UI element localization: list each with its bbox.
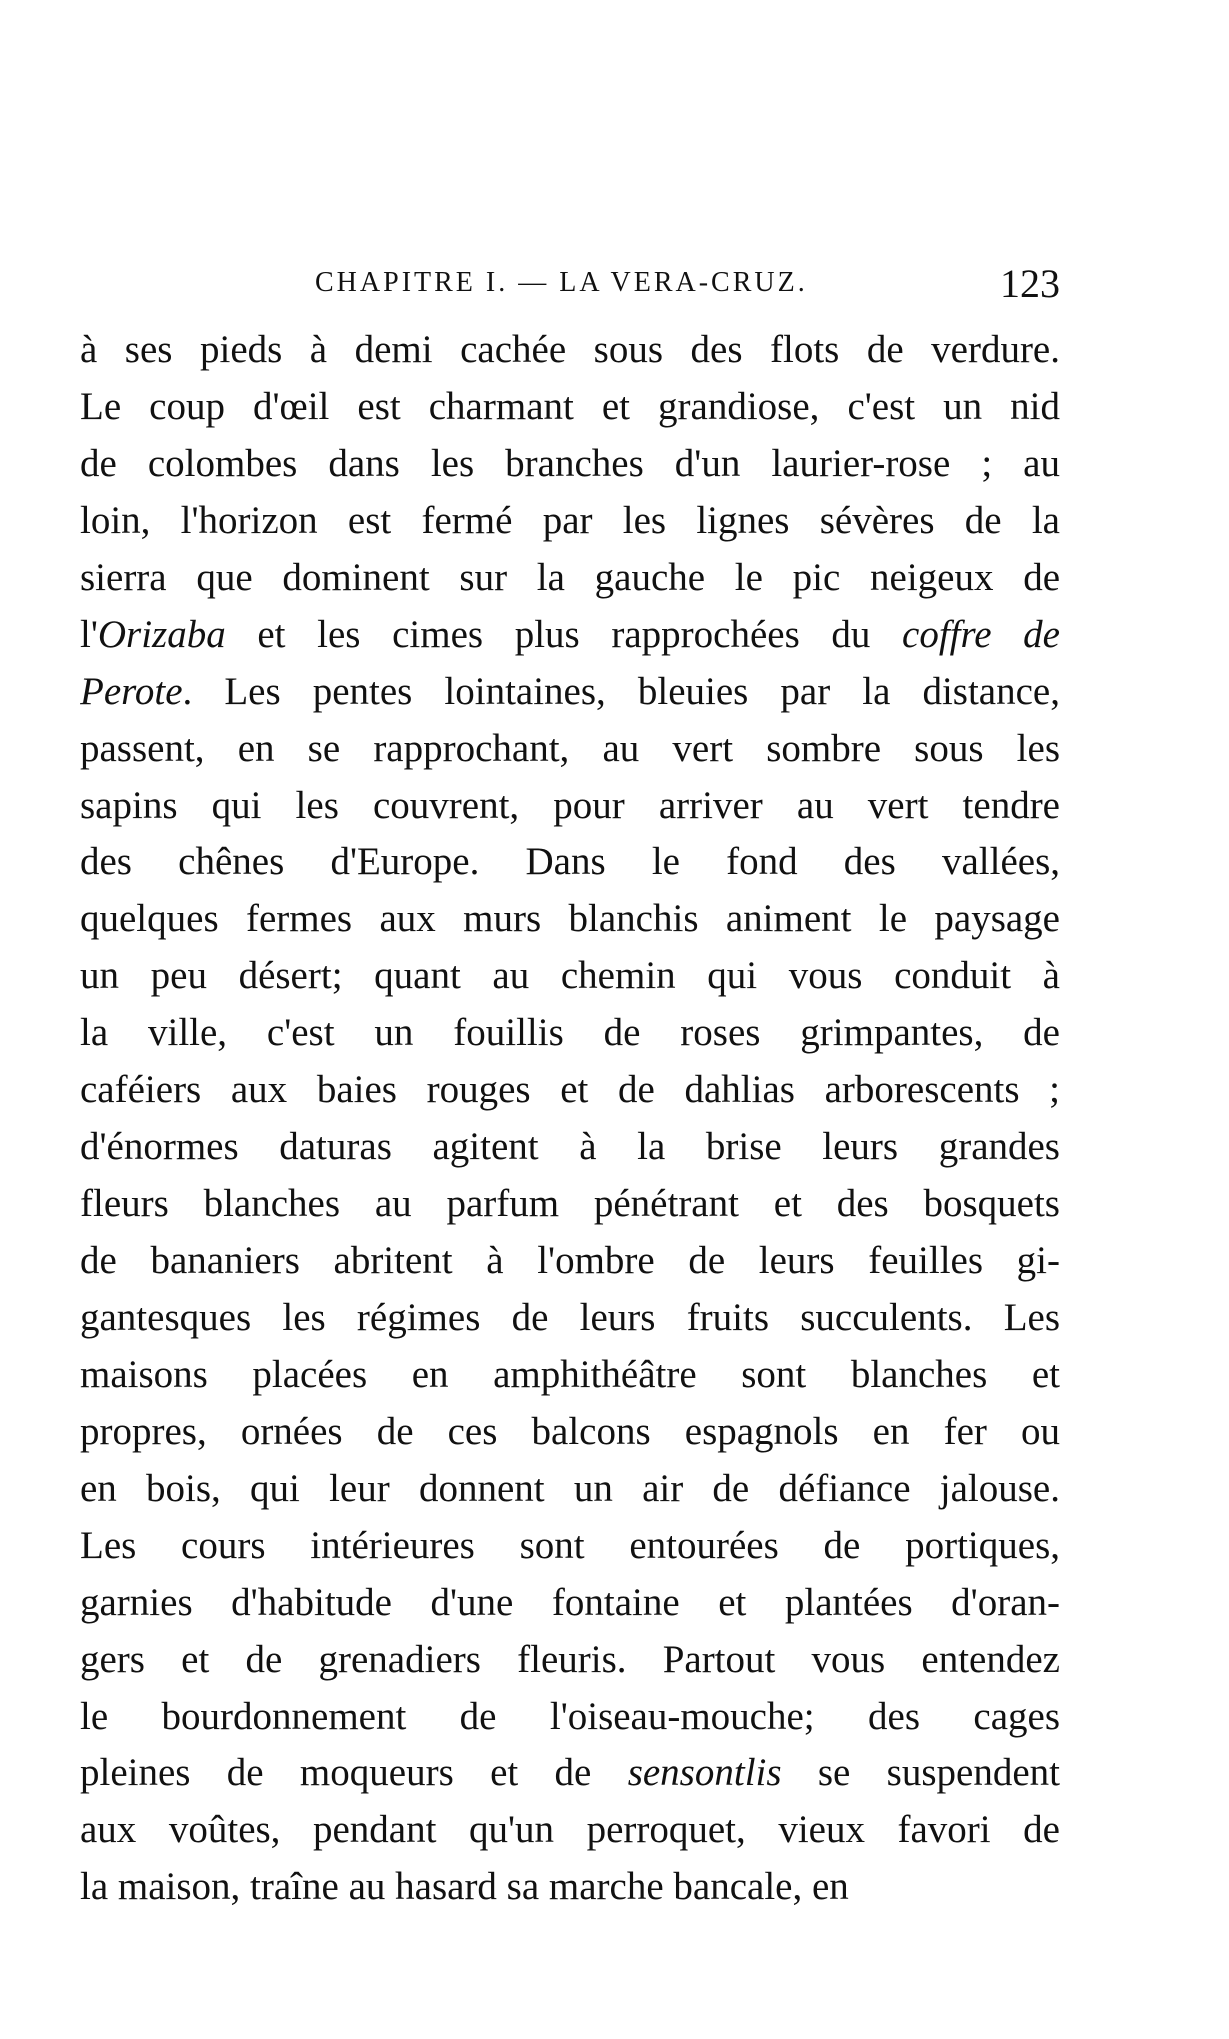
text-segment: à ses pieds à demi cachée sous des flots de verdure. — [80, 328, 1060, 371]
text-line — [80, 1575, 1060, 1632]
text-line — [80, 322, 1060, 379]
text-segment: Le coup d'œil est charmant et grandiose, c'est un nid — [80, 384, 1060, 428]
italic-text-segment: Perote — [80, 669, 183, 713]
text-segment: caféiers aux baies rouges et de dahlias arborescents ; — [80, 1068, 1060, 1112]
text-segment: un peu désert; quant au chemin qui vous conduit à — [80, 954, 1060, 998]
text-line — [80, 1005, 1060, 1062]
text-line — [80, 834, 1060, 891]
text-line — [80, 721, 1060, 778]
text-segment: en bois, qui leur donnent un air de défiance jalouse. — [80, 1466, 1060, 1510]
text-line — [80, 1290, 1060, 1347]
text-line — [80, 1119, 1060, 1176]
text-segment: gantesques les régimes de leurs fruits succulents. Les — [80, 1295, 1060, 1339]
text-segment: sapins qui les couvrent, pour arriver au vert tendre — [80, 783, 1060, 827]
text-segment: propres, ornées de ces balcons espagnols en fer ou — [80, 1409, 1060, 1453]
text-line — [80, 1461, 1060, 1518]
text-segment: quelques fermes aux murs blanchis animent le paysage — [80, 897, 1060, 941]
text-line — [80, 1233, 1060, 1290]
text-line — [80, 607, 1060, 664]
text-segment: la maison, traîne au hasard sa marche bancale, en — [80, 1865, 849, 1909]
text-segment: l' — [80, 612, 98, 656]
running-head — [80, 261, 1060, 310]
italic-text-segment: Orizaba — [97, 612, 226, 656]
text-segment: de bananiers abritent à l'ombre de leurs feuilles gi- — [80, 1239, 1060, 1282]
text-line — [80, 1802, 1060, 1859]
text-line — [80, 1518, 1060, 1575]
text-segment: aux voûtes, pendant qu'un perroquet, vieux favori de — [80, 1808, 1060, 1852]
italic-text-segment: coffre de — [902, 612, 1060, 656]
running-title: CHAPITRE I. — LA VERA-CRUZ. — [315, 267, 808, 298]
text-segment: Les cours intérieures sont entourées de portiques, — [80, 1523, 1060, 1567]
text-line — [80, 493, 1060, 550]
text-line — [80, 379, 1060, 436]
text-line — [80, 1404, 1060, 1461]
text-segment: maisons placées en amphithéâtre sont blanches et — [80, 1352, 1060, 1396]
text-line — [80, 778, 1060, 835]
text-segment: pleines de moqueurs et de — [80, 1751, 628, 1795]
text-segment: fleurs blanches au parfum pénétrant et des bosquets — [80, 1182, 1060, 1226]
body-text — [80, 322, 1060, 1916]
text-line — [80, 1689, 1060, 1746]
text-segment: et les cimes plus rapprochées du — [225, 612, 903, 656]
text-segment: . Les pentes lointaines, bleuies par la distance, — [182, 669, 1060, 713]
text-line — [80, 1176, 1060, 1233]
text-segment: des chênes d'Europe. Dans le fond des vallées, — [80, 840, 1060, 884]
text-line — [80, 550, 1060, 607]
text-line — [80, 664, 1060, 721]
text-line — [80, 948, 1060, 1005]
text-segment: sierra que dominent sur la gauche le pic neigeux de — [80, 555, 1060, 599]
text-segment: de colombes dans les branches d'un laurier-rose ; au — [80, 441, 1060, 485]
text-segment: se suspendent — [781, 1751, 1060, 1795]
italic-text-segment: sensontlis — [627, 1751, 782, 1795]
text-line — [80, 1745, 1060, 1802]
text-segment: gers et de grenadiers fleuris. Partout vous entendez — [80, 1637, 1060, 1681]
text-line — [80, 1859, 1060, 1916]
text-line — [80, 436, 1060, 493]
text-line — [80, 891, 1060, 948]
text-segment: la ville, c'est un fouillis de roses grimpantes, de — [80, 1011, 1060, 1055]
text-segment: le bourdonnement de l'oiseau-mouche; des cages — [80, 1694, 1060, 1738]
text-line — [80, 1347, 1060, 1404]
text-line — [80, 1062, 1060, 1119]
text-line — [80, 1632, 1060, 1689]
text-segment: passent, en se rapprochant, au vert sombre sous les — [80, 726, 1060, 770]
text-segment: d'énormes daturas agitent à la brise leurs grandes — [80, 1125, 1060, 1169]
text-segment: loin, l'horizon est fermé par les lignes sévères de la — [80, 498, 1060, 542]
page-number: 123 — [1000, 261, 1060, 306]
text-segment: garnies d'habitude d'une fontaine et plantées d'oran- — [80, 1580, 1060, 1624]
